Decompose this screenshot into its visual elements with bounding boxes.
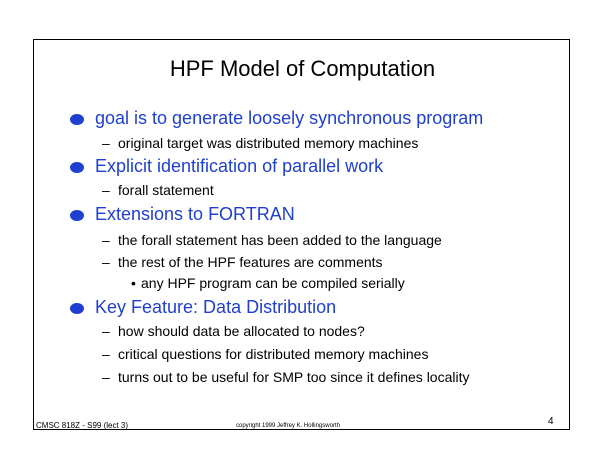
dash-icon: –: [102, 182, 110, 198]
dash-icon: –: [102, 346, 110, 362]
dash-icon: –: [102, 232, 110, 248]
sub-bullet-forall: forall statement: [118, 182, 214, 198]
bullet-explicit-identification: Explicit identification of parallel work: [95, 156, 384, 176]
sub-bullet-rest-comments: the rest of the HPF features are comments: [118, 254, 383, 270]
footer-copyright: copyright 1999 Jeffrey K. Hollingsworth: [236, 423, 340, 429]
small-dot-icon: •: [131, 275, 136, 291]
bullet-key-feature: Key Feature: Data Distribution: [95, 297, 337, 317]
bullet-dot-icon: [70, 114, 84, 125]
sub-sub-bullet-compiled-serially: any HPF program can be compiled serially: [141, 275, 405, 291]
bullet-dot-icon: [70, 303, 84, 314]
bullet-dot-icon: [70, 162, 84, 173]
dash-icon: –: [102, 254, 110, 270]
bullet-goal: goal is to generate loosely synchronous program: [95, 108, 484, 128]
bullet-dot-icon: [70, 210, 84, 221]
dash-icon: –: [102, 135, 110, 151]
sub-bullet-forall-added: the forall statement has been added to the language: [118, 232, 442, 248]
sub-bullet-critical-questions: critical questions for distributed memory machines: [118, 346, 429, 362]
sub-bullet-allocate-nodes: how should data be allocated to nodes?: [118, 323, 365, 339]
bullet-extensions: Extensions to FORTRAN: [95, 204, 295, 224]
sub-bullet-original-target: original target was distributed memory machines: [118, 135, 419, 151]
page-number: 4: [548, 416, 554, 427]
footer-course: CMSC 818Z - S99 (lect 3): [36, 421, 129, 430]
slide-title: HPF Model of Computation: [169, 56, 436, 81]
sub-bullet-smp-locality: turns out to be useful for SMP too since it defines locality: [118, 369, 470, 385]
dash-icon: –: [102, 323, 110, 339]
dash-icon: –: [102, 369, 110, 385]
